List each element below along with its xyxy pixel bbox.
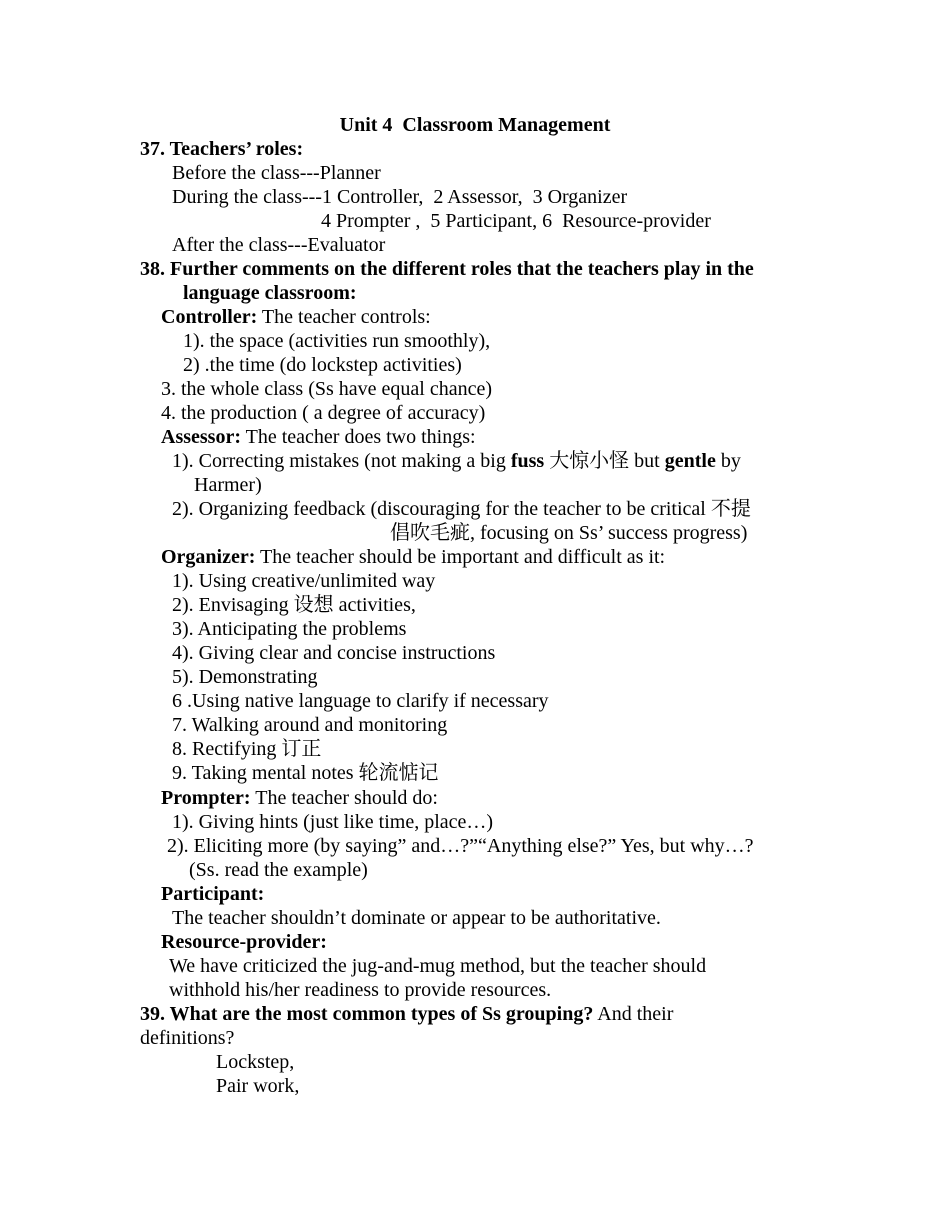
resource-provider-text-2: withhold his/her readiness to provide resources. [169, 979, 552, 1001]
resource-provider-label: Resource-provider: [161, 931, 327, 953]
organizer-item: 1). Using creative/unlimited way [172, 570, 436, 592]
page-title: Unit 4 Classroom Management [339, 114, 611, 136]
organizer-label: Organizer: [161, 546, 256, 568]
word-gentle: gentle [664, 450, 716, 472]
controller-line [161, 305, 431, 329]
assessor-item-1-text: by [715, 450, 741, 472]
organizer-line [161, 545, 665, 569]
prompter-item-2: 2). Eliciting more (by saying” and…?”“Anything else?” Yes, but why…? [167, 835, 754, 857]
q38-heading-line-1: 38. Further comments on the different roles that the teachers play in the [140, 258, 754, 280]
controller-item: 1). the space (activities run smoothly), [183, 330, 491, 352]
controller-item: 3. the whole class (Ss have equal chance) [161, 378, 492, 400]
controller-item: 2) .the time (do lockstep activities) [183, 354, 462, 376]
q38-heading-line-2: language classroom: [183, 282, 357, 304]
organizer-item: 4). Giving clear and concise instructions [172, 642, 496, 664]
assessor-item-1-cont: Harmer) [194, 474, 262, 496]
prompter-item-1: 1). Giving hints (just like time, place…) [172, 811, 494, 833]
grouping-type: Lockstep, [216, 1051, 295, 1073]
q37-after: After the class---Evaluator [172, 234, 386, 256]
assessor-item-2-cont: 倡吹毛疵, focusing on Ss’ success progress) [390, 522, 748, 544]
controller-text: The teacher controls: [257, 306, 431, 328]
prompter-text: The teacher should do: [250, 787, 438, 809]
prompter-item-2-cont: (Ss. read the example) [189, 859, 368, 881]
q39-heading [140, 1002, 673, 1026]
q37-during-line-2: 4 Prompter , 5 Participant, 6 Resource-provider [321, 210, 711, 232]
organizer-item: 3). Anticipating the problems [172, 618, 407, 640]
q39-heading-bold: 39. What are the most common types of Ss grouping? [140, 1003, 594, 1025]
organizer-item: 2). Envisaging 设想 activities, [172, 594, 416, 616]
organizer-item: 9. Taking mental notes 轮流惦记 [172, 762, 439, 784]
q37-before: Before the class---Planner [172, 162, 381, 184]
organizer-item: 8. Rectifying 订正 [172, 738, 322, 760]
q37-heading: 37. Teachers’ roles: [140, 138, 304, 160]
prompter-line [161, 786, 438, 810]
participant-label: Participant: [161, 883, 265, 905]
prompter-label: Prompter: [161, 787, 251, 809]
organizer-item: 7. Walking around and monitoring [172, 714, 448, 736]
word-fuss: fuss [510, 450, 545, 472]
controller-label: Controller: [161, 306, 258, 328]
assessor-item-1-text: 1). Correcting mistakes (not making a big [172, 450, 511, 472]
organizer-item: 6 .Using native language to clarify if necessary [172, 690, 549, 712]
assessor-text: The teacher does two things: [241, 426, 476, 448]
organizer-item: 5). Demonstrating [172, 666, 318, 688]
assessor-line [161, 425, 476, 449]
assessor-item-1-text: 大惊小怪 but [544, 450, 665, 472]
assessor-label: Assessor: [161, 426, 241, 448]
participant-text: The teacher shouldn’t dominate or appear to be authoritative. [172, 907, 661, 929]
grouping-type: Pair work, [216, 1075, 300, 1097]
assessor-item-2: 2). Organizing feedback (discouraging for the teacher to be critical 不提 [172, 498, 751, 520]
controller-item: 4. the production ( a degree of accuracy) [161, 402, 486, 424]
q37-during-line-1: During the class---1 Controller, 2 Assessor, 3 Organizer [172, 186, 628, 208]
assessor-item-1 [172, 449, 741, 473]
q39-heading-rest: And their [593, 1003, 674, 1025]
q39-heading-cont: definitions? [140, 1027, 235, 1049]
organizer-text: The teacher should be important and difficult as it: [255, 546, 666, 568]
resource-provider-text-1: We have criticized the jug-and-mug method, but the teacher should [169, 955, 707, 977]
